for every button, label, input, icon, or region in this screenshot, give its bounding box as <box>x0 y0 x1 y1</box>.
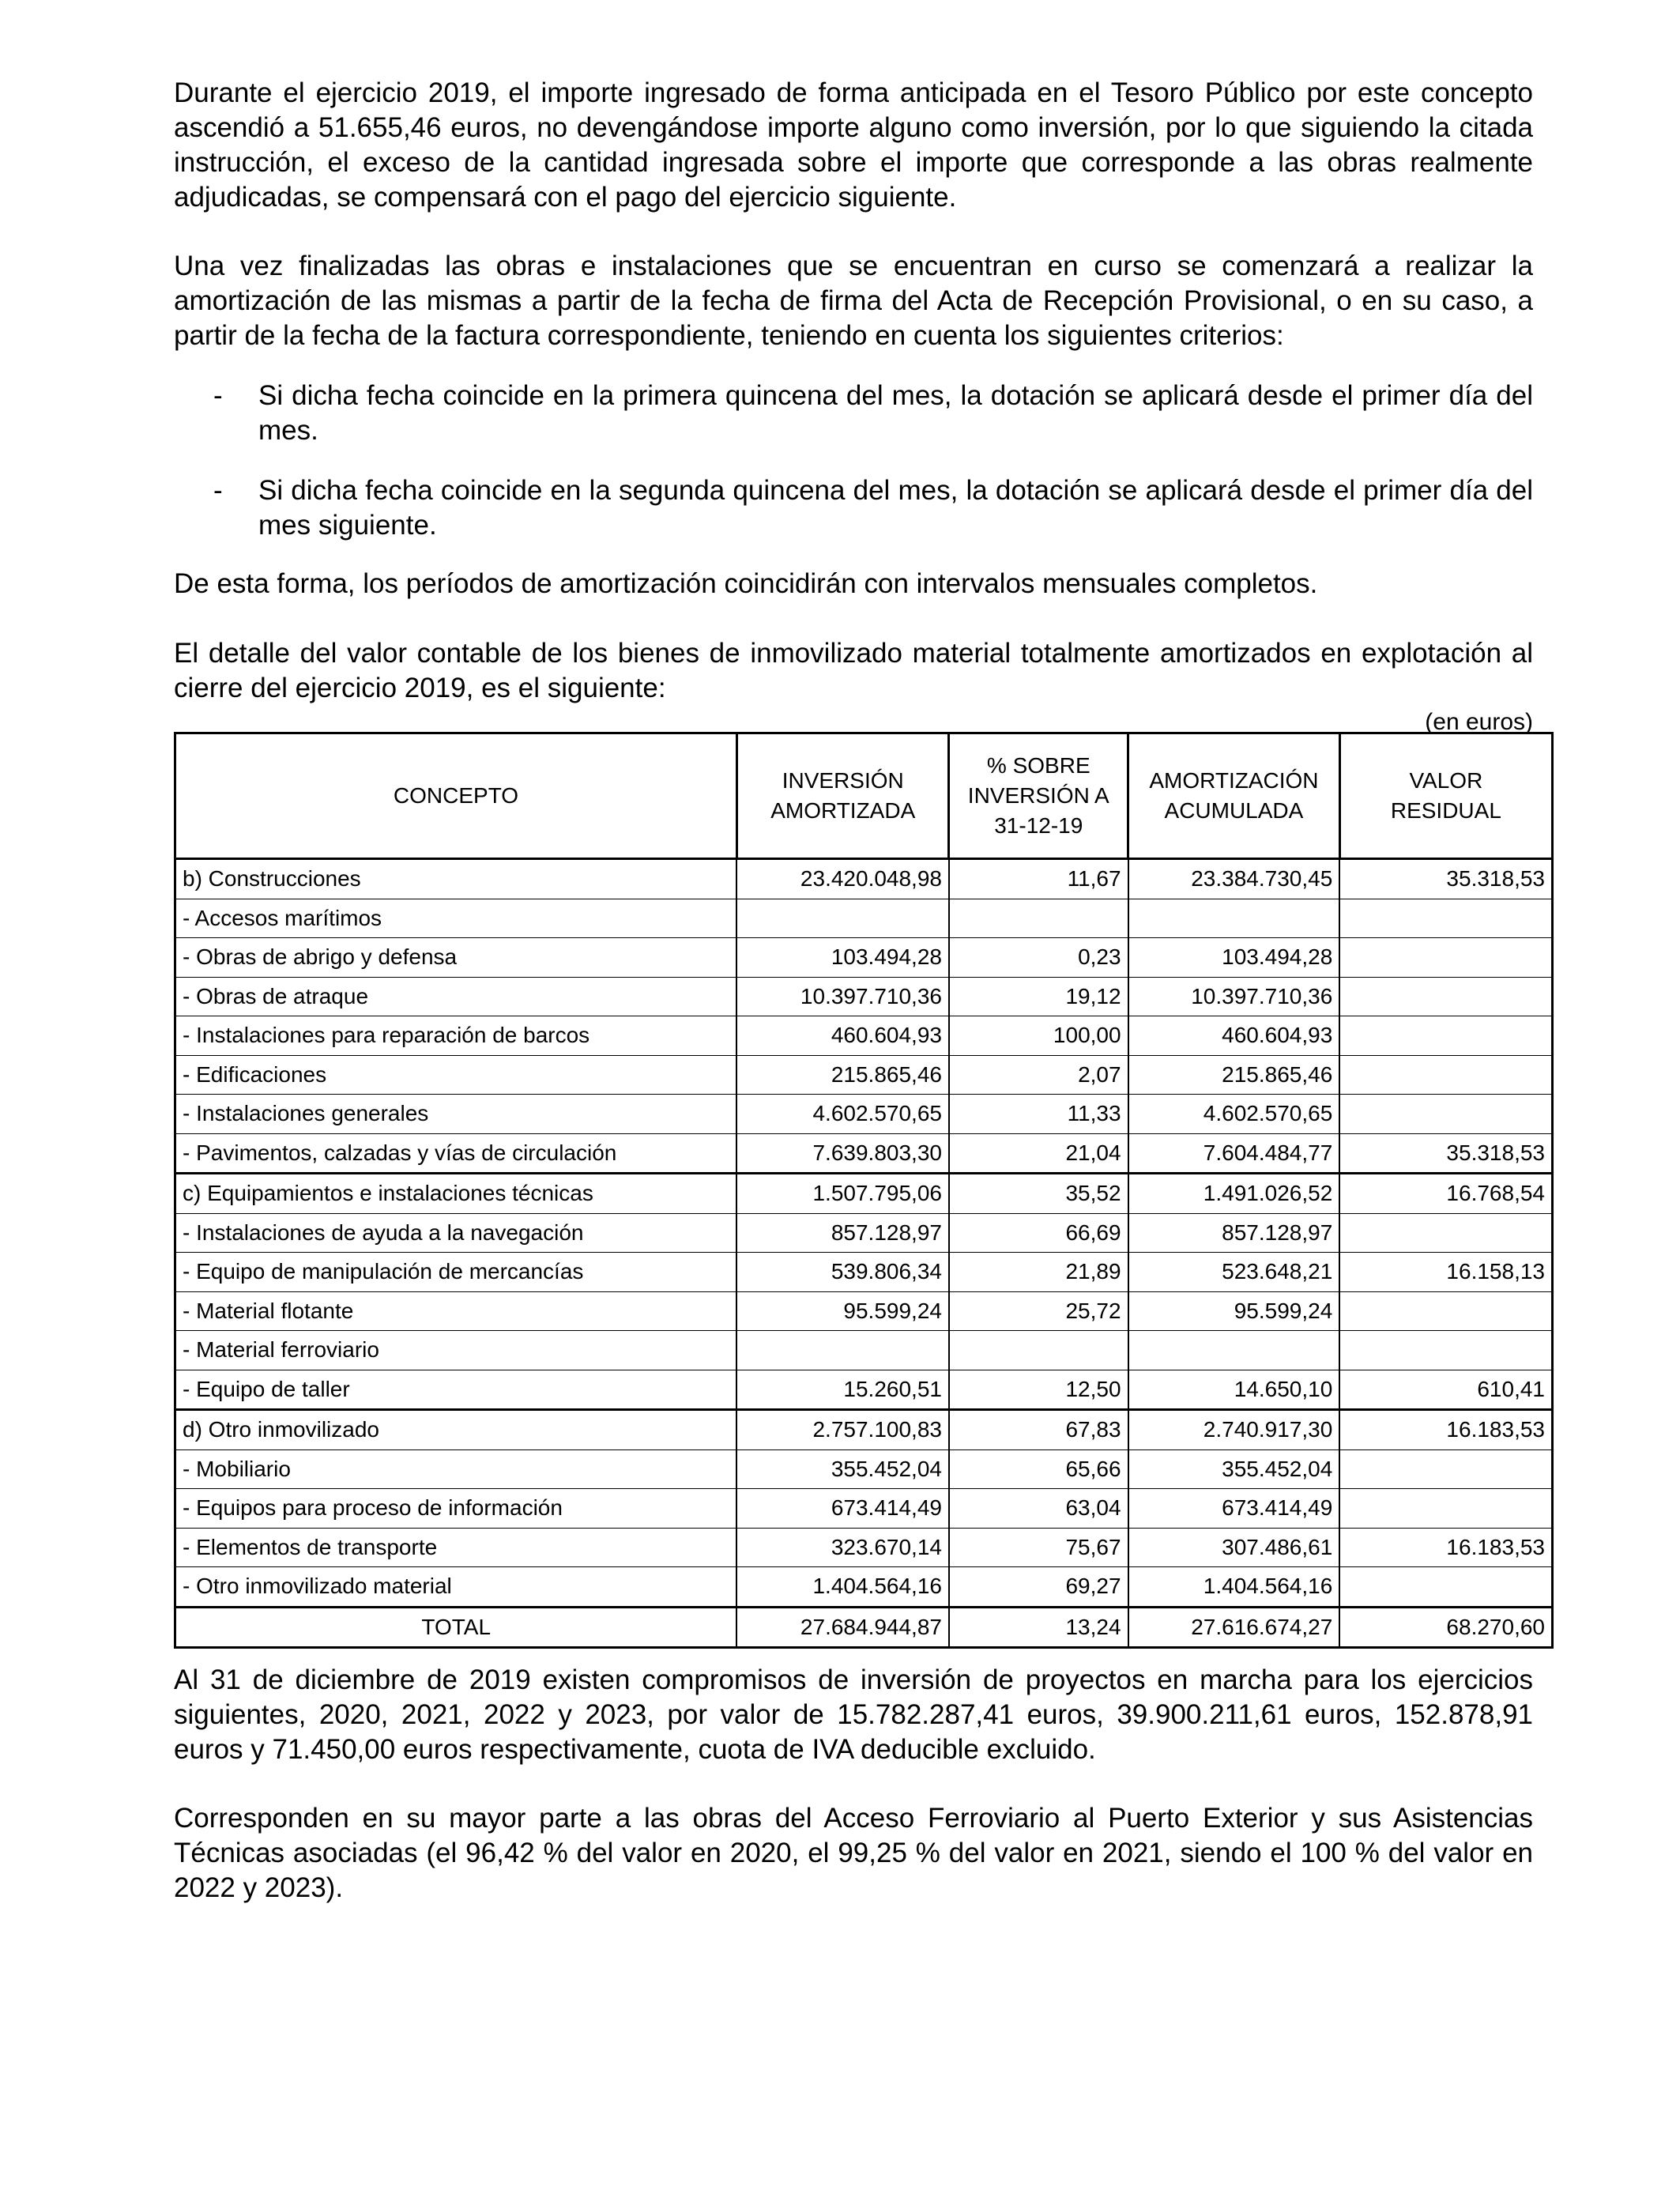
bullet-dash: - <box>213 475 223 506</box>
table-header-row <box>175 733 1553 859</box>
cell-concepto: - Obras de atraque <box>175 977 737 1016</box>
table-row <box>175 1174 1553 1214</box>
cell-amortizacion: 27.616.674,27 <box>1128 1607 1340 1648</box>
table-row <box>175 1528 1553 1567</box>
cell-concepto: - Instalaciones generales <box>175 1095 737 1134</box>
table-row <box>175 977 1553 1016</box>
cell-inversion <box>736 1331 949 1370</box>
cell-porcentaje: 13,24 <box>949 1607 1128 1648</box>
cell-porcentaje: 100,00 <box>949 1016 1128 1056</box>
cell-concepto: - Edificaciones <box>175 1055 737 1095</box>
cell-inversion: 460.604,93 <box>736 1016 949 1056</box>
bullet-first-fortnight <box>174 379 1533 448</box>
cell-residual: 35.318,53 <box>1339 1133 1552 1174</box>
cell-amortizacion: 7.604.484,77 <box>1128 1133 1340 1174</box>
cell-porcentaje: 11,67 <box>949 859 1128 899</box>
cell-porcentaje: 12,50 <box>949 1370 1128 1410</box>
cell-concepto: - Instalaciones para reparación de barcos <box>175 1016 737 1056</box>
table-row <box>175 1489 1553 1529</box>
cell-porcentaje: 11,33 <box>949 1095 1128 1134</box>
paragraph-amortization-start: Una vez finalizadas las obras e instalaciones que se encuentran en curso se comenzará a realizar la amortización de las mismas a partir de la fecha de firma del Acta de Recepción Provisional, o en su caso, a partir de la fecha de la factura correspondiente, teniendo en cuenta los siguientes criterios: <box>174 251 1533 351</box>
cell-porcentaje: 19,12 <box>949 977 1128 1016</box>
cell-inversion: 857.128,97 <box>736 1213 949 1253</box>
table-total-row <box>175 1607 1553 1648</box>
cell-amortizacion: 14.650,10 <box>1128 1370 1340 1410</box>
cell-amortizacion: 460.604,93 <box>1128 1016 1340 1056</box>
table-row <box>175 1331 1553 1370</box>
cell-residual: 16.158,13 <box>1339 1253 1552 1292</box>
table-row <box>175 1213 1553 1253</box>
cell-residual <box>1339 1213 1552 1253</box>
table-row <box>175 859 1553 899</box>
cell-residual <box>1339 977 1552 1016</box>
cell-concepto: - Equipos para proceso de información <box>175 1489 737 1529</box>
cell-residual: 35.318,53 <box>1339 859 1552 899</box>
cell-inversion: 10.397.710,36 <box>736 977 949 1016</box>
cell-inversion: 673.414,49 <box>736 1489 949 1529</box>
cell-amortizacion: 523.648,21 <box>1128 1253 1340 1292</box>
cell-residual: 68.270,60 <box>1339 1607 1552 1648</box>
cell-amortizacion: 307.486,61 <box>1128 1528 1340 1567</box>
paragraph-monthly-intervals: De esta forma, los períodos de amortización coincidirán con intervalos mensuales completos. <box>174 568 1318 599</box>
cell-porcentaje: 67,83 <box>949 1410 1128 1450</box>
cell-amortizacion: 10.397.710,36 <box>1128 977 1340 1016</box>
cell-amortizacion: 4.602.570,65 <box>1128 1095 1340 1134</box>
cell-amortizacion: 673.414,49 <box>1128 1489 1340 1529</box>
table-row <box>175 1567 1553 1608</box>
table-row <box>175 938 1553 978</box>
cell-porcentaje: 21,04 <box>949 1133 1128 1174</box>
cell-inversion: 1.404.564,16 <box>736 1567 949 1608</box>
paragraph-table-intro: El detalle del valor contable de los bienes de inmovilizado material totalmente amortizados en explotación al cierre del ejercicio 2019, es el siguiente: <box>174 638 1533 703</box>
bullet-text: Si dicha fecha coincide en la segunda quincena del mes, la dotación se aplicará desde el primer día del mes siguiente. <box>258 475 1533 541</box>
cell-inversion: 95.599,24 <box>736 1291 949 1331</box>
cell-porcentaje: 69,27 <box>949 1567 1128 1608</box>
cell-concepto: c) Equipamientos e instalaciones técnicas <box>175 1174 737 1214</box>
paragraph-railway-access: Corresponden en su mayor parte a las obras del Acceso Ferroviario al Puerto Exterior y sus Asistencias Técnicas asociadas (el 96,42 % del valor en 2020, el 99,25 % del valor en 2021, siendo el 100 % del valor en 2022 y 2023). <box>174 1803 1533 1903</box>
bullet-dash: - <box>213 380 223 411</box>
cell-inversion: 103.494,28 <box>736 938 949 978</box>
table-row <box>175 1253 1553 1292</box>
cell-residual: 16.183,53 <box>1339 1410 1552 1450</box>
cell-residual <box>1339 1489 1552 1529</box>
header-inversion-amortizada: INVERSIÓN AMORTIZADA <box>736 733 949 859</box>
cell-residual <box>1339 1449 1552 1489</box>
cell-inversion: 7.639.803,30 <box>736 1133 949 1174</box>
table-row <box>175 1055 1553 1095</box>
cell-concepto: - Material flotante <box>175 1291 737 1331</box>
cell-amortizacion: 2.740.917,30 <box>1128 1410 1340 1450</box>
cell-concepto: - Obras de abrigo y defensa <box>175 938 737 978</box>
cell-amortizacion: 355.452,04 <box>1128 1449 1340 1489</box>
table-row <box>175 1291 1553 1331</box>
cell-amortizacion <box>1128 1331 1340 1370</box>
header-concepto: CONCEPTO <box>175 733 737 859</box>
cell-porcentaje: 25,72 <box>949 1291 1128 1331</box>
cell-concepto: - Instalaciones de ayuda a la navegación <box>175 1213 737 1253</box>
cell-concepto: - Pavimentos, calzadas y vías de circulación <box>175 1133 737 1174</box>
cell-porcentaje: 21,89 <box>949 1253 1128 1292</box>
cell-inversion <box>736 899 949 938</box>
cell-inversion: 539.806,34 <box>736 1253 949 1292</box>
cell-amortizacion: 1.404.564,16 <box>1128 1567 1340 1608</box>
cell-porcentaje: 2,07 <box>949 1055 1128 1095</box>
cell-inversion: 27.684.944,87 <box>736 1607 949 1648</box>
cell-amortizacion: 103.494,28 <box>1128 938 1340 978</box>
header-valor-residual: VALOR RESIDUAL <box>1339 733 1552 859</box>
cell-residual <box>1339 1567 1552 1608</box>
table-row <box>175 1133 1553 1174</box>
currency-unit-note: (en euros) <box>1425 709 1533 735</box>
cell-residual: 16.183,53 <box>1339 1528 1552 1567</box>
bullet-text: Si dicha fecha coincide en la primera quincena del mes, la dotación se aplicará desde el primer día del mes. <box>258 380 1533 446</box>
cell-inversion: 4.602.570,65 <box>736 1095 949 1134</box>
table-row <box>175 1410 1553 1450</box>
cell-porcentaje: 0,23 <box>949 938 1128 978</box>
cell-residual <box>1339 1016 1552 1056</box>
cell-residual <box>1339 899 1552 938</box>
cell-residual <box>1339 1055 1552 1095</box>
cell-residual <box>1339 1095 1552 1134</box>
cell-porcentaje: 66,69 <box>949 1213 1128 1253</box>
cell-residual <box>1339 938 1552 978</box>
cell-porcentaje: 65,66 <box>949 1449 1128 1489</box>
cell-concepto: - Material ferroviario <box>175 1331 737 1370</box>
table-row <box>175 899 1553 938</box>
header-porcentaje-inversion: % SOBRE INVERSIÓN A 31-12-19 <box>949 733 1128 859</box>
amortized-assets-table <box>174 732 1554 1649</box>
cell-amortizacion <box>1128 899 1340 938</box>
cell-residual: 610,41 <box>1339 1370 1552 1410</box>
header-amortizacion-acumulada: AMORTIZACIÓN ACUMULADA <box>1128 733 1340 859</box>
cell-concepto: b) Construcciones <box>175 859 737 899</box>
cell-concepto: - Elementos de transporte <box>175 1528 737 1567</box>
cell-inversion: 1.507.795,06 <box>736 1174 949 1214</box>
cell-concepto: - Otro inmovilizado material <box>175 1567 737 1608</box>
paragraph-anticipated-payment: Durante el ejercicio 2019, el importe ingresado de forma anticipada en el Tesoro Público por este concepto ascendió a 51.655,46 euros, no devengándose importe alguno como inversión, por lo que siguiendo la citada instrucción, el exceso de la cantidad ingresada sobre el importe que corresponde a las obras realmente adjudicadas, se compensará con el pago del ejercicio siguiente. <box>174 77 1533 213</box>
cell-inversion: 355.452,04 <box>736 1449 949 1489</box>
paragraph-investment-commitments: Al 31 de diciembre de 2019 existen compromisos de inversión de proyectos en marcha para los ejercicios siguientes, 2020, 2021, 2022 y 2023, por valor de 15.782.287,41 euros, 39.900.211,61 euros, 152.878,91 euros y 71.450,00 euros respectivamente, cuota de IVA deducible excluido. <box>174 1664 1533 1765</box>
table-row <box>175 1449 1553 1489</box>
cell-porcentaje: 75,67 <box>949 1528 1128 1567</box>
cell-concepto: - Mobiliario <box>175 1449 737 1489</box>
cell-inversion: 215.865,46 <box>736 1055 949 1095</box>
cell-porcentaje: 35,52 <box>949 1174 1128 1214</box>
cell-concepto: - Accesos marítimos <box>175 899 737 938</box>
cell-residual <box>1339 1331 1552 1370</box>
cell-inversion: 23.420.048,98 <box>736 859 949 899</box>
cell-concepto: TOTAL <box>175 1607 737 1648</box>
cell-inversion: 15.260,51 <box>736 1370 949 1410</box>
cell-concepto: - Equipo de manipulación de mercancías <box>175 1253 737 1292</box>
cell-porcentaje <box>949 899 1128 938</box>
cell-amortizacion: 23.384.730,45 <box>1128 859 1340 899</box>
cell-porcentaje: 63,04 <box>949 1489 1128 1529</box>
table-row <box>175 1095 1553 1134</box>
table-row <box>175 1370 1553 1410</box>
cell-porcentaje <box>949 1331 1128 1370</box>
cell-concepto: d) Otro inmovilizado <box>175 1410 737 1450</box>
cell-residual <box>1339 1291 1552 1331</box>
table-row <box>175 1016 1553 1056</box>
cell-residual: 16.768,54 <box>1339 1174 1552 1214</box>
cell-amortizacion: 215.865,46 <box>1128 1055 1340 1095</box>
cell-inversion: 2.757.100,83 <box>736 1410 949 1450</box>
cell-amortizacion: 1.491.026,52 <box>1128 1174 1340 1214</box>
document-body-continued <box>174 1663 1533 1906</box>
cell-inversion: 323.670,14 <box>736 1528 949 1567</box>
cell-concepto: - Equipo de taller <box>175 1370 737 1410</box>
cell-amortizacion: 857.128,97 <box>1128 1213 1340 1253</box>
bullet-second-fortnight <box>174 473 1533 543</box>
document-body <box>174 76 1533 736</box>
cell-amortizacion: 95.599,24 <box>1128 1291 1340 1331</box>
